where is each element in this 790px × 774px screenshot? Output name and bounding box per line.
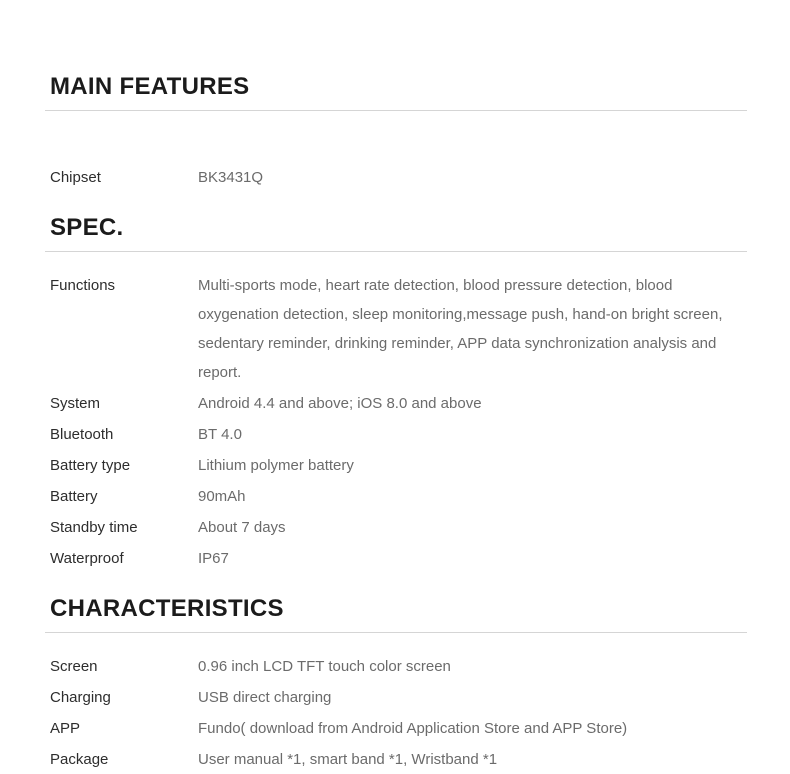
spec-row-label: Waterproof: [50, 550, 124, 567]
spec-row: [50, 513, 750, 542]
spec-row-value: Android 4.4 and above; iOS 8.0 and above: [198, 395, 482, 412]
spec-row-value: IP67: [198, 550, 229, 567]
spec-row: [50, 482, 750, 511]
section-divider: [45, 251, 747, 252]
spec-sections: [50, 73, 750, 774]
spec-row-value: 0.96 inch LCD TFT touch color screen: [198, 658, 451, 675]
spec-row-value: Fundo( download from Android Application Store and APP Store): [198, 720, 628, 737]
spec-row-label: Battery type: [50, 457, 131, 474]
spec-row-value: Multi-sports mode, heart rate detection, blood pressure detection, blood oxygenation detection, sleep monitoring,message push, hand-on bright screen, sedentary reminder, drinking reminder, APP data synchronization analysis and report.: [198, 277, 723, 381]
spec-row-label: Functions: [50, 277, 116, 294]
spec-row: [50, 389, 750, 418]
spec-row-label: Chipset: [50, 169, 101, 186]
section-divider: [45, 632, 747, 633]
spec-row-value: User manual *1, smart band *1, Wristband *1: [198, 751, 498, 768]
spec-row-value: 90mAh: [198, 488, 246, 505]
spec-row-value: USB direct charging: [198, 689, 332, 706]
spec-row: [50, 683, 750, 712]
spec-row-value: Lithium polymer battery: [198, 457, 354, 474]
spec-row: [50, 451, 750, 480]
spec-row: [50, 745, 750, 774]
spec-row: [50, 544, 750, 573]
spec-row-label: Screen: [50, 658, 98, 675]
spec-row-label: APP: [50, 720, 81, 737]
spec-row-value: BK3431Q: [198, 169, 264, 186]
spec-row-label: Battery: [50, 488, 98, 505]
spec-row-label: Bluetooth: [50, 426, 114, 443]
spec-row: [50, 271, 750, 387]
spec-row-label: Package: [50, 751, 109, 768]
spec-row-value: BT 4.0: [198, 426, 242, 443]
spec-row: [50, 652, 750, 681]
spec-section: [50, 595, 750, 774]
spec-rows: [50, 652, 750, 774]
spec-row-label: System: [50, 395, 101, 412]
spec-row-label: Standby time: [50, 519, 138, 536]
section-title: SPEC.: [50, 214, 124, 241]
section-title: CHARACTERISTICS: [50, 595, 284, 622]
spec-section: [50, 214, 750, 573]
spec-rows: [50, 163, 750, 192]
spec-rows: [50, 271, 750, 573]
section-divider: [45, 110, 747, 111]
spec-row-label: Charging: [50, 689, 111, 706]
spec-row: [50, 163, 750, 192]
spec-section: [50, 73, 750, 192]
spec-row: [50, 420, 750, 449]
spec-row-value: About 7 days: [198, 519, 286, 536]
spec-row: [50, 714, 750, 743]
section-title: MAIN FEATURES: [50, 73, 250, 100]
